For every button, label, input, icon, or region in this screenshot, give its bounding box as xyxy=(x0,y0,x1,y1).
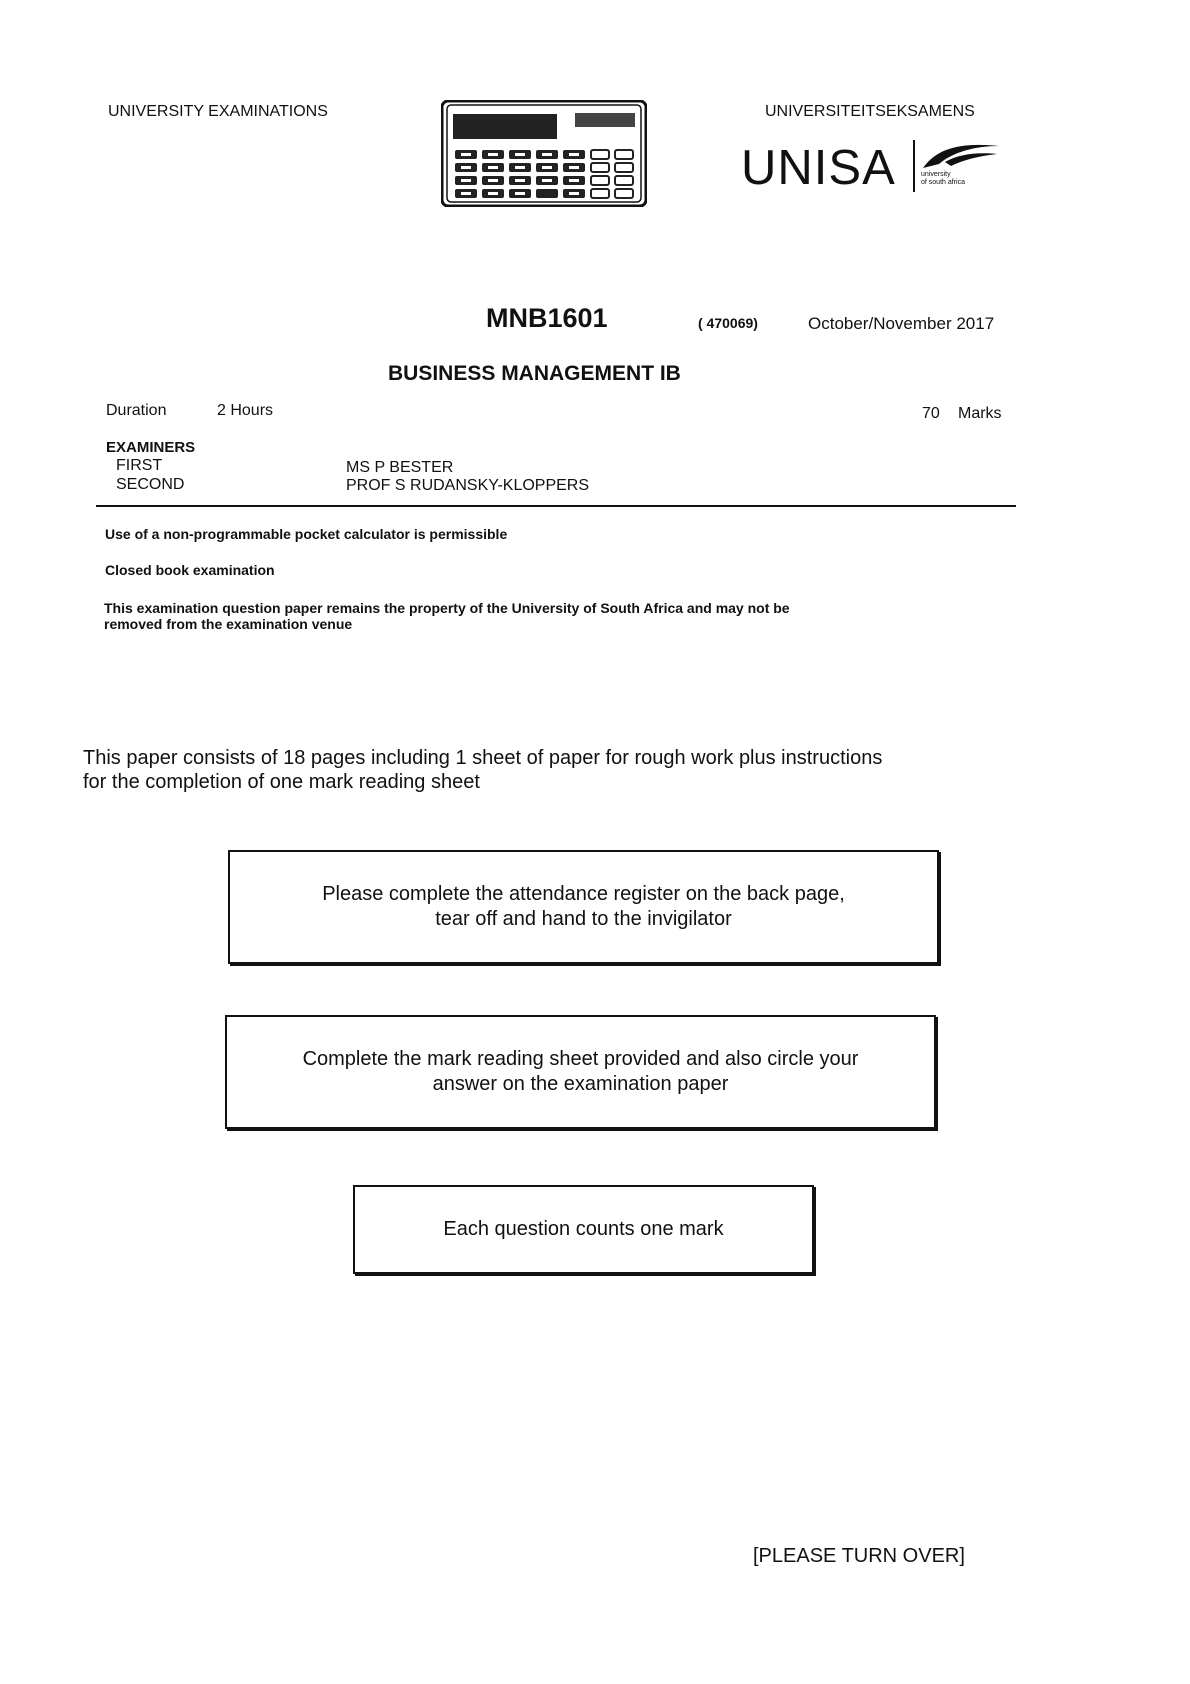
header-divider xyxy=(96,505,1016,507)
turn-over-note: [PLEASE TURN OVER] xyxy=(753,1545,965,1567)
exam-subject: BUSINESS MANAGEMENT IB xyxy=(388,362,681,385)
duration-label: Duration xyxy=(106,402,167,419)
logo-subtext-university: university xyxy=(921,171,951,178)
attendance-line2: tear off and hand to the invigilator xyxy=(435,908,732,930)
examiner-second-name: PROF S RUDANSKY-KLOPPERS xyxy=(346,477,590,494)
marks-value: 70 xyxy=(922,405,940,422)
header-left-title: UNIVERSITY EXAMINATIONS xyxy=(108,103,328,120)
paper-info xyxy=(83,746,1023,794)
attendance-box xyxy=(228,850,939,964)
logo-divider xyxy=(913,140,915,192)
mark-sheet-line1: Complete the mark reading sheet provided and also circle your xyxy=(302,1048,859,1070)
examiners-heading: EXAMINERS xyxy=(106,439,196,456)
each-question-box xyxy=(353,1185,814,1274)
each-question-text: Each question counts one mark xyxy=(443,1218,724,1240)
marks-label: Marks xyxy=(958,405,1002,422)
mark-sheet-box xyxy=(225,1015,936,1129)
calculator-icon xyxy=(441,100,647,207)
rule-closed-book: Closed book examination xyxy=(105,562,275,578)
unisa-logo-icon xyxy=(919,138,1001,170)
exam-code-number: ( 470069) xyxy=(698,315,758,331)
unisa-logo xyxy=(741,138,1001,198)
exam-code: MNB1601 xyxy=(486,303,608,333)
duration-value: 2 Hours xyxy=(217,402,274,419)
header-right-title: UNIVERSITEITSEKSAMENS xyxy=(765,103,975,120)
logo-subtext-south-africa: of south africa xyxy=(921,179,965,186)
attendance-line1: Please complete the attendance register on the back page, xyxy=(322,883,845,905)
paper-info-line2: for the completion of one mark reading sheet xyxy=(83,771,480,793)
mark-sheet-line2: answer on the examination paper xyxy=(432,1073,729,1095)
rule-property-line2: removed from the examination venue xyxy=(104,616,353,632)
paper-info-line1: This paper consists of 18 pages including 1 sheet of paper for rough work plus instructions xyxy=(83,747,883,769)
rule-property-line1: This examination question paper remains the property of the University of South Africa and may not be xyxy=(104,600,790,616)
examiner-first-name: MS P BESTER xyxy=(346,459,454,476)
examiner-second-label: SECOND xyxy=(116,476,185,493)
exam-session: October/November 2017 xyxy=(808,314,995,333)
rule-calculator: Use of a non-programmable pocket calculator is permissible xyxy=(105,526,508,542)
examiner-first-label: FIRST xyxy=(116,457,163,474)
logo-wordmark: UNISA xyxy=(741,141,896,195)
